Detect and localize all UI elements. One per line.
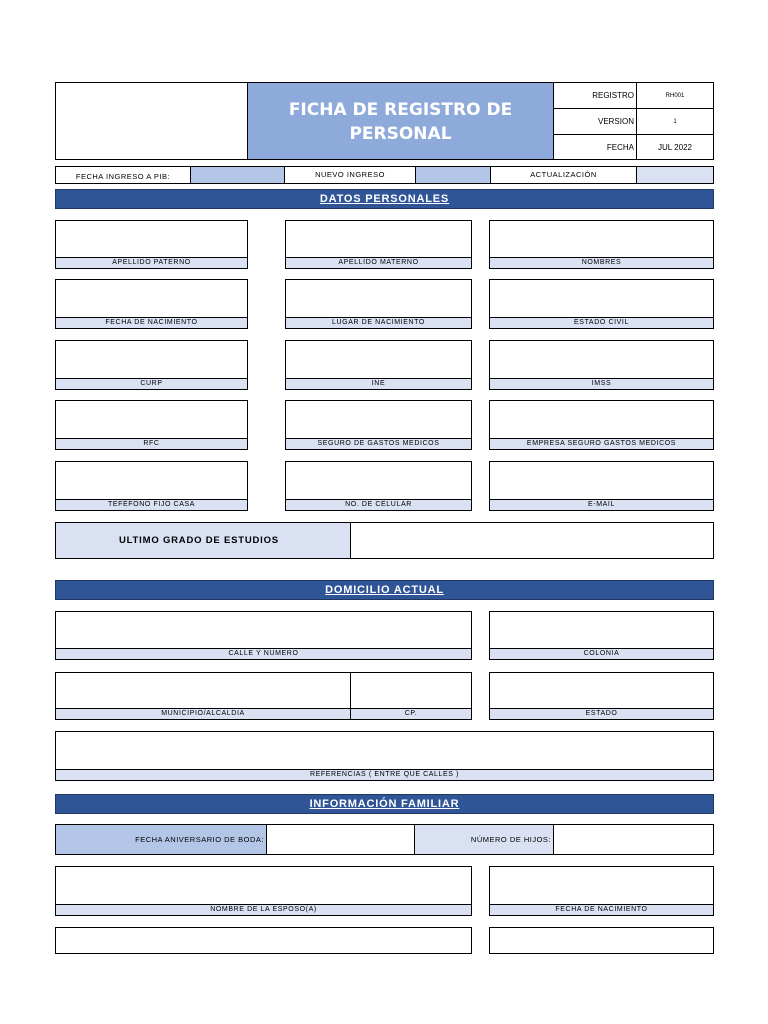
registro-label: REGISTRO (592, 91, 634, 100)
municipio-input[interactable] (55, 672, 351, 709)
colonia-input[interactable] (489, 611, 714, 649)
fecha-label: FECHA (606, 143, 634, 152)
meta-fecha-value-cell (636, 134, 714, 160)
nuevo-ingreso-cell (284, 166, 416, 184)
apellido-paterno-input[interactable] (55, 220, 248, 258)
ine-label: INE (285, 378, 472, 390)
apellido-paterno-label: APELLIDO PATERNO (55, 257, 248, 269)
fecha-ingreso-cell (55, 166, 191, 184)
actualizacion-checkbox[interactable] (636, 166, 714, 184)
telefono-fijo-label: TEFÉFONO FIJO CASA (55, 499, 248, 511)
telefono-fijo-input[interactable] (55, 461, 248, 500)
calle-numero-input[interactable] (55, 611, 472, 649)
empresa-seguro-input[interactable] (489, 400, 714, 439)
numero-hijos-label-cell (414, 824, 554, 855)
numero-hijos-label: NÚMERO DE HIJOS: (470, 835, 551, 844)
meta-registro-label-cell (553, 82, 637, 109)
page-title: FICHA DE REGISTRO DE PERSONAL (288, 100, 513, 144)
apellido-materno-input[interactable] (285, 220, 472, 258)
imss-input[interactable] (489, 340, 714, 379)
nuevo-ingreso-label: NUEVO INGRESO (315, 170, 385, 179)
meta-version-label-cell (553, 108, 637, 135)
ultimo-grado-label-cell (55, 522, 351, 559)
referencias-label: REFERENCIAS ( ENTRE QUE CALLES ) (55, 769, 714, 781)
section-datos-personales: DATOS PERSONALES (55, 189, 714, 209)
cp-input[interactable] (350, 672, 472, 709)
aniversario-label-cell (55, 824, 267, 855)
fecha-nacimiento-input[interactable] (55, 279, 248, 318)
fecha-value: JUL 2022 (658, 143, 692, 152)
estado-input[interactable] (489, 672, 714, 709)
version-value: 1 (673, 119, 677, 125)
extra-field-right-input[interactable] (489, 927, 714, 954)
seguro-gastos-input[interactable] (285, 400, 472, 439)
nuevo-ingreso-checkbox[interactable] (415, 166, 491, 184)
cp-label: CP. (350, 708, 472, 720)
email-input[interactable] (489, 461, 714, 500)
apellido-materno-label: APELLIDO MATERNO (285, 257, 472, 269)
celular-label: NO. DE CELULAR (285, 499, 472, 511)
fecha-ingreso-input[interactable] (190, 166, 285, 184)
referencias-input[interactable] (55, 731, 714, 770)
ultimo-grado-label: ULTIMO GRADO DE ESTUDIOS (119, 535, 279, 546)
rfc-label: RFC (55, 438, 248, 450)
fecha-ingreso-label: FECHA INGRESO A PIB: (75, 172, 171, 181)
meta-registro-value-cell (636, 82, 714, 109)
nombre-esposo-label: NOMBRE DE LA ESPOSO(A) (55, 904, 472, 916)
nombres-label: NOMBRES (489, 257, 714, 269)
colonia-label: COLONIA (489, 648, 714, 660)
lugar-nacimiento-input[interactable] (285, 279, 472, 318)
curp-input[interactable] (55, 340, 248, 379)
extra-field-left-input[interactable] (55, 927, 472, 954)
fecha-nacimiento-label: FECHA DE NACIMIENTO (55, 317, 248, 329)
version-label: VERSION (597, 117, 634, 126)
meta-fecha-label-cell (553, 134, 637, 160)
email-label: E-MAIL (489, 499, 714, 511)
lugar-nacimiento-label: LUGAR DE NACIMIENTO (285, 317, 472, 329)
numero-hijos-input[interactable] (553, 824, 714, 855)
ine-input[interactable] (285, 340, 472, 379)
nombres-input[interactable] (489, 220, 714, 258)
meta-version-value-cell (636, 108, 714, 135)
empresa-seguro-label: EMPRESA SEGURO GASTOS MEDICOS (489, 438, 714, 450)
section-domicilio-actual: DOMICILIO ACTUAL (55, 580, 714, 600)
logo-area (55, 82, 248, 160)
fecha-nacimiento-esposo-input[interactable] (489, 866, 714, 905)
estado-civil-input[interactable] (489, 279, 714, 318)
aniversario-input[interactable] (266, 824, 415, 855)
section-informacion-familiar: INFORMACIÓN FAMILIAR (55, 794, 714, 814)
calle-numero-label: CALLE Y NUMERO (55, 648, 472, 660)
seguro-gastos-label: SEGURO DE GASTOS MEDICOS (285, 438, 472, 450)
aniversario-label: FECHA ANIVERSARIO DE BODA: (135, 835, 264, 844)
estado-civil-label: ESTADO CIVIL (489, 317, 714, 329)
registro-value: RH001 (665, 93, 685, 99)
fecha-nacimiento-esposo-label: FECHA DE NACIMIENTO (489, 904, 714, 916)
title-block (247, 82, 554, 160)
rfc-input[interactable] (55, 400, 248, 439)
actualizacion-label: ACTUALIZACIÓN (530, 170, 597, 179)
estado-label: ESTADO (489, 708, 714, 720)
curp-label: CURP (55, 378, 248, 390)
celular-input[interactable] (285, 461, 472, 500)
nombre-esposo-input[interactable] (55, 866, 472, 905)
municipio-label: MUNICIPIO/ALCALDIA (55, 708, 351, 720)
actualizacion-cell (490, 166, 637, 184)
ultimo-grado-input[interactable] (350, 522, 714, 559)
imss-label: IMSS (489, 378, 714, 390)
